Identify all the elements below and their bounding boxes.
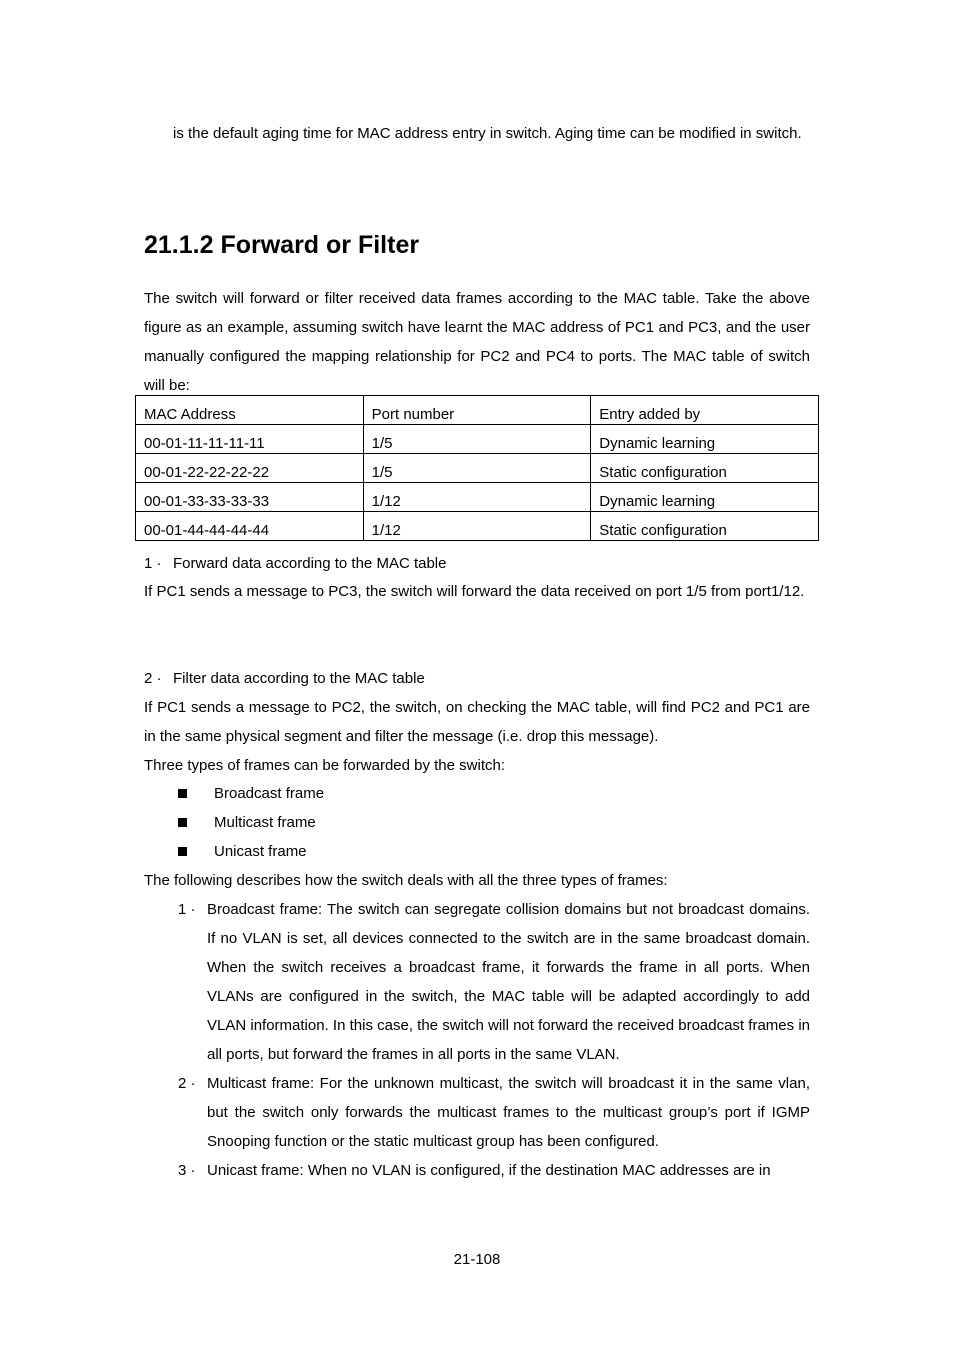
item1-paragraph: If PC1 sends a message to PC3, the switch will forward the data received on port 1/5 from port1/12. [144, 583, 805, 600]
mac-table [135, 395, 819, 541]
table-row [136, 512, 819, 541]
table-cell: 1/5 [363, 425, 591, 454]
item2-paragraph: If PC1 sends a message to PC2, the switch, on checking the MAC table, will find PC2 and PC1 are in the same physical segment and filter the message (i.e. drop this message). [144, 699, 810, 745]
table-cell: 00-01-44-44-44-44 [136, 512, 364, 541]
table-cell: Dynamic learning [591, 483, 819, 512]
table-cell: 1/12 [363, 512, 591, 541]
list-item-text: Unicast frame: When no VLAN is configured, if the destination MAC addresses are in [207, 1162, 771, 1179]
mac-table-intro-paragraph: The switch will forward or filter received data frames according to the MAC table. Take the above figure as an example, assuming switch have learnt the MAC address of PC1 and PC3, and the user manually configured the mapping relationship for PC2 and PC4 to ports. The MAC table of switch will be: [144, 290, 810, 394]
list-item-text: Multicast frame: For the unknown multicast, the switch will broadcast it in the same vlan, but the switch only forwards the multicast frames to the multicast group’s port if IGMP Snooping function or the static multicast group has been configured. [207, 1075, 810, 1150]
list-item-text: Unicast frame [214, 843, 307, 860]
frame-details-list [176, 895, 810, 1185]
item1-heading [144, 549, 810, 578]
table-header-row [136, 396, 819, 425]
table-cell: 1/12 [363, 483, 591, 512]
list-item [176, 1156, 810, 1185]
table-cell: Dynamic learning [591, 425, 819, 454]
table-cell: 00-01-33-33-33-33 [136, 483, 364, 512]
list-item-number: 1 · [178, 901, 196, 918]
table-cell: Static configuration [591, 512, 819, 541]
list-item-number: 3 · [178, 1162, 196, 1179]
item1-title: Forward data according to the MAC table [173, 555, 447, 572]
section-heading: 21.1.2 Forward or Filter [144, 231, 420, 259]
list-item [176, 1069, 810, 1156]
table-cell: 00-01-22-22-22-22 [136, 454, 364, 483]
table-header-cell: Entry added by [591, 396, 819, 425]
square-bullet-icon [178, 818, 187, 827]
item2-title: Filter data according to the MAC table [173, 670, 425, 687]
item2-heading [144, 664, 810, 693]
square-bullet-icon [178, 789, 187, 798]
item2-number: 2 · [144, 670, 162, 687]
item1-number: 1 · [144, 555, 162, 572]
list-item-text: Broadcast frame: The switch can segregate collision domains but not broadcast domains. If no VLAN is set, all devices connected to the switch are in the same broadcast domain. When the switch receives a broadcast frame, it forwards the frame in all ports. When VLANs are configured in the switch, the MAC table will be adapted accordingly to add VLAN information. In this case, the switch will not forward the received broadcast frames in all ports, but forward the frames in all ports in the same VLAN. [207, 901, 810, 1063]
table-cell: 00-01-11-11-11-11 [136, 425, 364, 454]
frames-desc-intro: The following describes how the switch deals with all the three types of frames: [144, 872, 668, 889]
square-bullet-icon [178, 847, 187, 856]
list-item-text: Broadcast frame [214, 785, 325, 802]
list-item [176, 895, 810, 1069]
table-row [136, 483, 819, 512]
table-header-cell: Port number [363, 396, 591, 425]
page-number: 21-108 [453, 1251, 501, 1268]
table-row [136, 454, 819, 483]
intro-paragraph: is the default aging time for MAC address entry in switch. Aging time can be modified in switch. [173, 125, 802, 142]
table-cell: 1/5 [363, 454, 591, 483]
table-cell: Static configuration [591, 454, 819, 483]
list-item-text: Multicast frame [214, 814, 316, 831]
table-row [136, 425, 819, 454]
frames-intro: Three types of frames can be forwarded by the switch: [144, 757, 506, 774]
table-header-cell: MAC Address [136, 396, 364, 425]
list-item-number: 2 · [178, 1075, 196, 1092]
